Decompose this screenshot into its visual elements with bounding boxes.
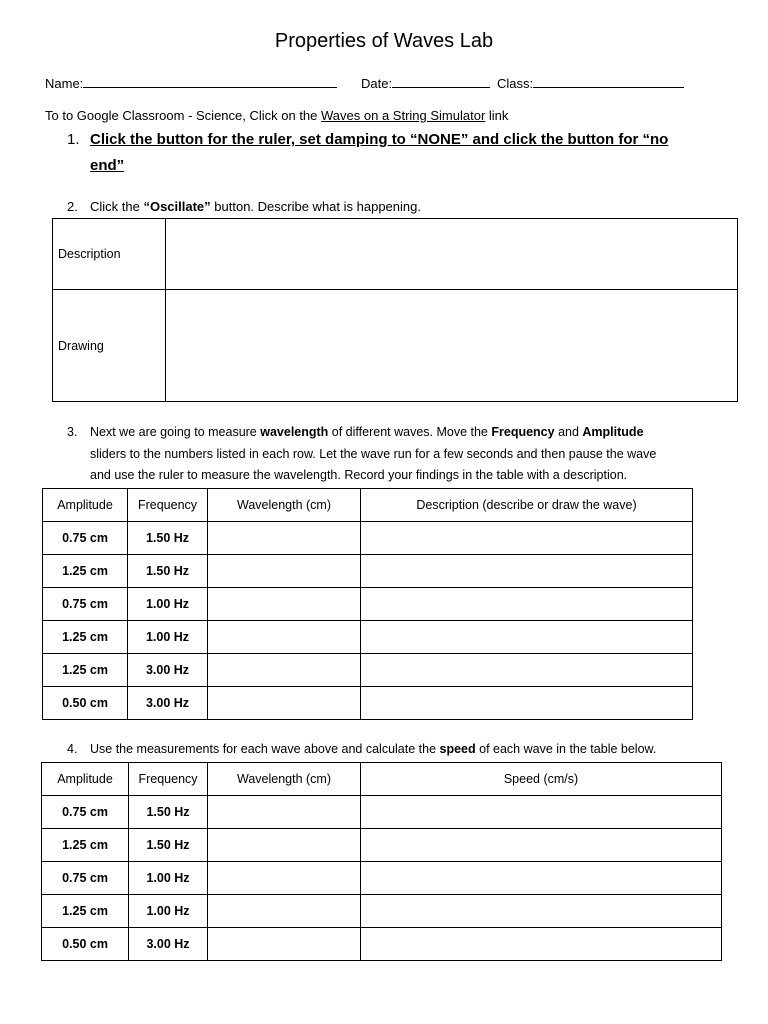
step4-number: 4. — [67, 742, 78, 756]
step3-line1 — [90, 422, 760, 444]
table-row — [42, 928, 722, 961]
col-header-wavelength: Wavelength (cm) — [208, 763, 361, 796]
table-header-row — [43, 489, 693, 522]
step3-line2: sliders to the numbers listed in each row. Let the wave run for a few seconds and then pause the wave — [90, 446, 657, 461]
step3-bold-wavelength: wavelength — [260, 425, 329, 439]
date-blank — [392, 75, 490, 88]
frequency-cell: 1.00 Hz — [129, 895, 208, 928]
step2-suffix: button. Describe what is happening. — [210, 199, 421, 214]
wavelength-table — [42, 488, 693, 720]
drawing-label: Drawing — [53, 290, 166, 402]
wavelength-input-cell[interactable] — [208, 621, 361, 654]
col-header-description: Description (describe or draw the wave) — [361, 489, 693, 522]
frequency-cell: 1.00 Hz — [128, 621, 208, 654]
step3-text-a: Next we are going to measure — [90, 425, 261, 439]
intro-suffix: link — [485, 108, 509, 123]
table-row — [43, 654, 693, 687]
intro-prefix: To to Google Classroom - Science, Click on the — [45, 108, 322, 123]
amplitude-cell: 1.25 cm — [43, 621, 128, 654]
description-input-cell[interactable] — [361, 654, 693, 687]
amplitude-cell: 1.25 cm — [42, 895, 129, 928]
wavelength-input-cell[interactable] — [208, 862, 361, 895]
intro-line — [45, 108, 508, 123]
wavelength-input-cell[interactable] — [208, 522, 361, 555]
step1-line1: Click the button for the ruler, set damping to “NONE” and click the button for “no — [90, 131, 669, 148]
speed-input-cell[interactable] — [361, 895, 722, 928]
amplitude-cell: 0.75 cm — [42, 862, 129, 895]
name-blank — [83, 75, 337, 88]
col-header-frequency: Frequency — [128, 489, 208, 522]
speed-table — [41, 762, 722, 961]
description-label: Description — [53, 219, 166, 290]
amplitude-cell: 1.25 cm — [43, 555, 128, 588]
step2-text — [90, 199, 421, 214]
col-header-frequency: Frequency — [129, 763, 208, 796]
frequency-cell: 1.50 Hz — [128, 522, 208, 555]
simulator-link[interactable]: Waves on a String Simulator — [321, 108, 486, 123]
frequency-cell: 1.50 Hz — [129, 829, 208, 862]
class-label: Class: — [497, 76, 534, 91]
description-cell[interactable] — [166, 219, 738, 290]
step2-number: 2. — [67, 199, 78, 214]
frequency-cell: 3.00 Hz — [128, 654, 208, 687]
frequency-cell: 1.00 Hz — [128, 588, 208, 621]
col-header-speed: Speed (cm/s) — [361, 763, 722, 796]
frequency-cell: 3.00 Hz — [128, 687, 208, 720]
table-row — [53, 290, 738, 402]
step3-text — [90, 422, 760, 487]
observation-table — [52, 218, 738, 402]
wavelength-input-cell[interactable] — [208, 588, 361, 621]
date-label: Date: — [361, 76, 393, 91]
amplitude-cell: 1.25 cm — [43, 654, 128, 687]
class-field — [497, 75, 684, 91]
speed-input-cell[interactable] — [361, 829, 722, 862]
description-input-cell[interactable] — [361, 687, 693, 720]
step3-bold-amplitude: Amplitude — [582, 425, 644, 439]
table-row — [43, 687, 693, 720]
amplitude-cell: 0.50 cm — [42, 928, 129, 961]
step4-prefix: Use the measurements for each wave above and calculate the — [90, 742, 440, 756]
table-row — [53, 219, 738, 290]
wavelength-input-cell[interactable] — [208, 829, 361, 862]
step1-line2: end” — [90, 157, 125, 174]
step3-bold-frequency: Frequency — [491, 425, 555, 439]
wavelength-input-cell[interactable] — [208, 928, 361, 961]
table-row — [42, 829, 722, 862]
description-input-cell[interactable] — [361, 621, 693, 654]
step2-prefix: Click the — [90, 199, 144, 214]
class-blank — [533, 75, 684, 88]
speed-input-cell[interactable] — [361, 928, 722, 961]
step3-number: 3. — [67, 425, 78, 439]
table-row — [43, 588, 693, 621]
step2-bold: “Oscillate” — [143, 199, 211, 214]
table-row — [42, 895, 722, 928]
name-label: Name: — [45, 76, 84, 91]
step1-number: 1. — [67, 131, 80, 148]
amplitude-cell: 0.75 cm — [43, 522, 128, 555]
name-field — [45, 75, 337, 91]
speed-input-cell[interactable] — [361, 862, 722, 895]
col-header-amplitude: Amplitude — [43, 489, 128, 522]
table-row — [43, 555, 693, 588]
wavelength-input-cell[interactable] — [208, 796, 361, 829]
col-header-wavelength: Wavelength (cm) — [208, 489, 361, 522]
description-input-cell[interactable] — [361, 555, 693, 588]
frequency-cell: 3.00 Hz — [129, 928, 208, 961]
amplitude-cell: 1.25 cm — [42, 829, 129, 862]
amplitude-cell: 0.75 cm — [43, 588, 128, 621]
table-row — [43, 522, 693, 555]
col-header-amplitude: Amplitude — [42, 763, 129, 796]
frequency-cell: 1.50 Hz — [128, 555, 208, 588]
step1-text — [90, 127, 750, 179]
table-row — [42, 862, 722, 895]
wavelength-input-cell[interactable] — [208, 555, 361, 588]
frequency-cell: 1.00 Hz — [129, 862, 208, 895]
drawing-cell[interactable] — [166, 290, 738, 402]
step4-suffix: of each wave in the table below. — [475, 742, 657, 756]
description-input-cell[interactable] — [361, 522, 693, 555]
step3-text-e: and — [554, 425, 583, 439]
date-field — [361, 75, 490, 91]
amplitude-cell: 0.75 cm — [42, 796, 129, 829]
amplitude-cell: 0.50 cm — [43, 687, 128, 720]
table-row — [42, 796, 722, 829]
wavelength-input-cell[interactable] — [208, 687, 361, 720]
step3-text-c: of different waves. Move the — [328, 425, 492, 439]
wavelength-input-cell[interactable] — [208, 654, 361, 687]
frequency-cell: 1.50 Hz — [129, 796, 208, 829]
step3-line3: and use the ruler to measure the wavelength. Record your findings in the table with a description. — [90, 468, 628, 482]
speed-input-cell[interactable] — [361, 796, 722, 829]
table-header-row — [42, 763, 722, 796]
step4-text — [90, 739, 656, 761]
page-title: Properties of Waves Lab — [274, 30, 494, 52]
description-input-cell[interactable] — [361, 588, 693, 621]
table-row — [43, 621, 693, 654]
step4-bold-speed: speed — [439, 742, 476, 756]
wavelength-input-cell[interactable] — [208, 895, 361, 928]
